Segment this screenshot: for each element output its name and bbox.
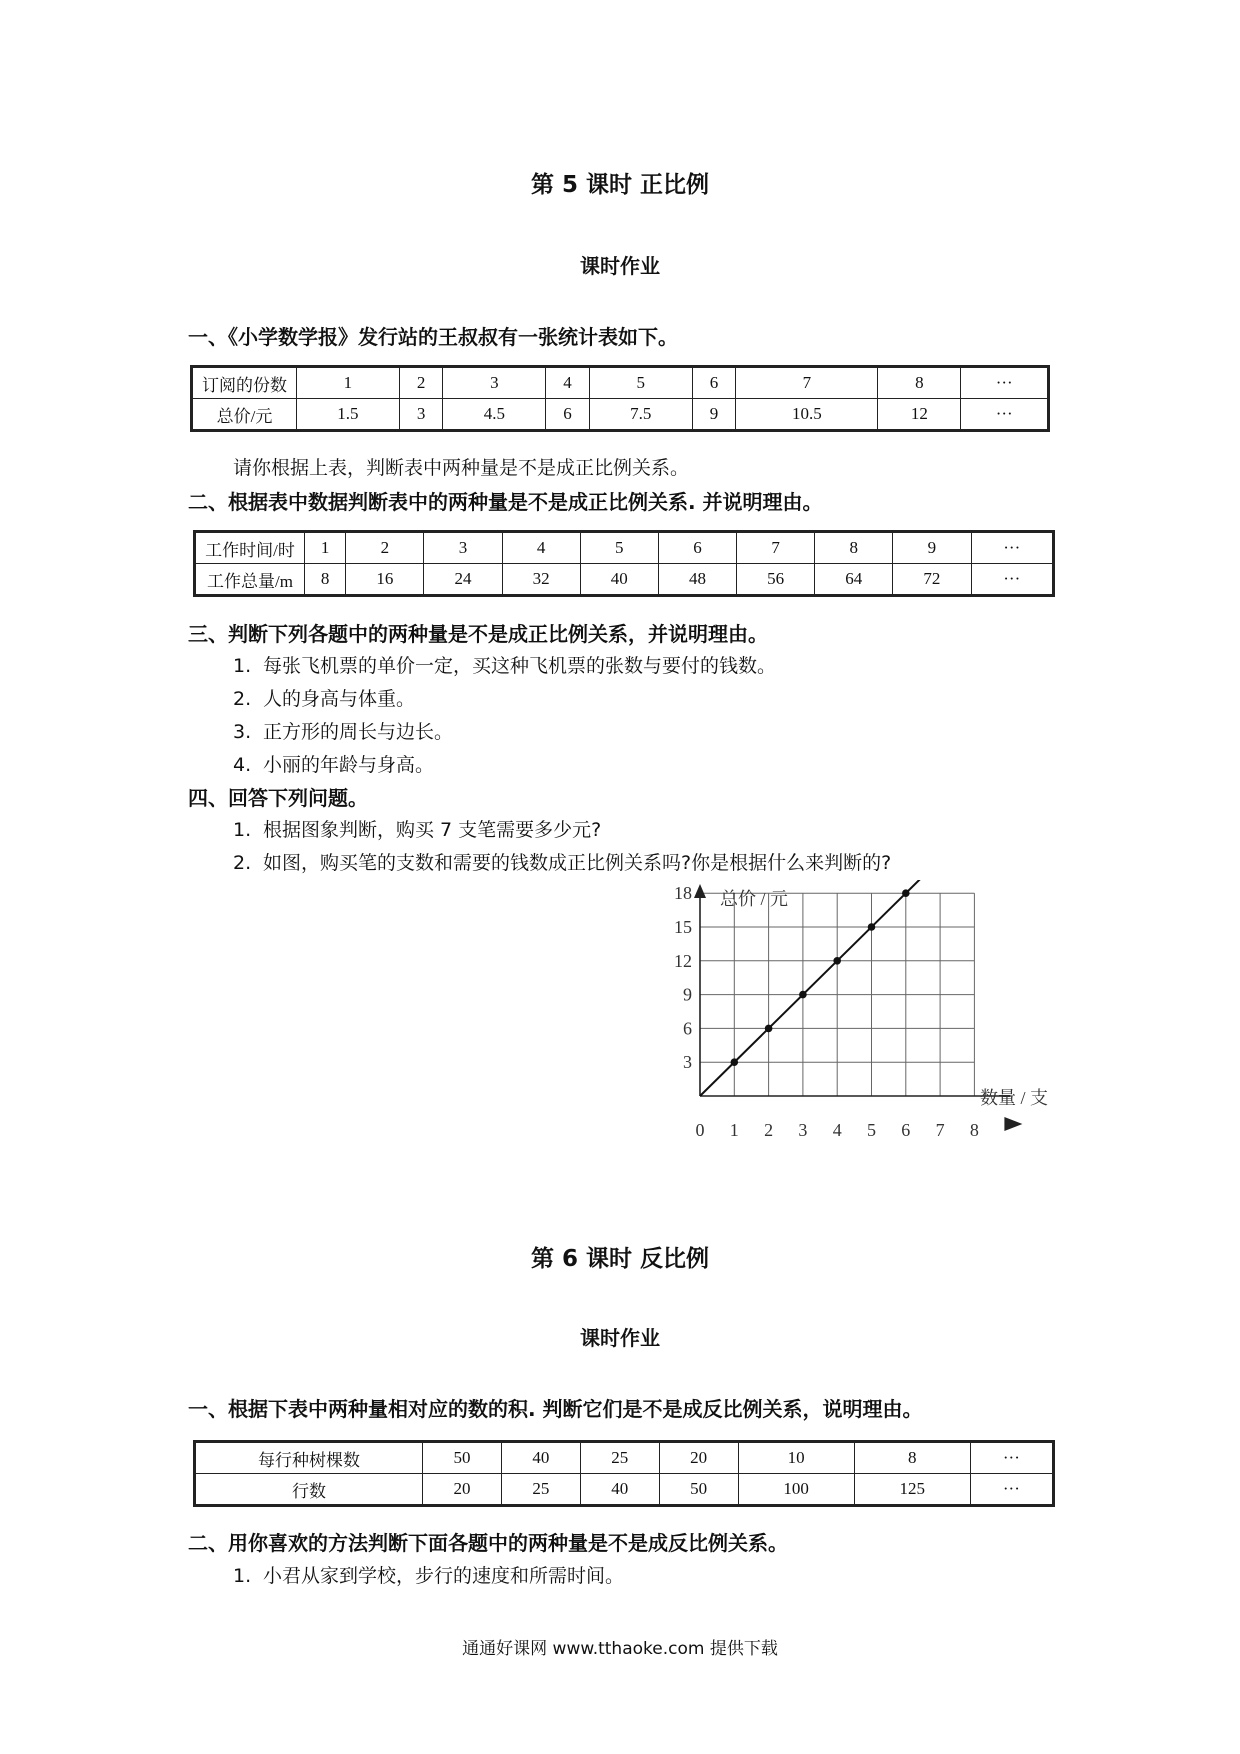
table-cell: 12 [878, 399, 961, 431]
list-item [233, 1561, 624, 1588]
table-row [195, 1442, 1054, 1474]
item-text: 每张飞机票的单价一定，买这种飞机票的张数与要付的钱数。 [263, 655, 777, 677]
table-cell: 8 [815, 532, 893, 564]
table-cell: 5 [580, 532, 658, 564]
item-text: 如图，购买笔的支数和需要的钱数成正比例关系吗?你是根据什么来判断的? [263, 852, 892, 874]
item-text: 正方形的周长与边长。 [263, 721, 454, 743]
table-cell: 125 [854, 1474, 970, 1506]
y-tick-label: 18 [674, 883, 692, 904]
table-cell: 20 [423, 1474, 502, 1506]
x-tick-label: 0 [695, 1120, 705, 1140]
table-cell: ··· [970, 1474, 1053, 1506]
y-axis-label: 总价 / 元 [720, 889, 789, 909]
table-cell: 25 [501, 1474, 580, 1506]
table-row [195, 532, 1054, 564]
l5-q4-heading: 四、回答下列问题。 [188, 786, 368, 810]
table-cell: 7 [737, 532, 815, 564]
x-tick-label: 6 [901, 1120, 911, 1140]
x-tick-label: 2 [764, 1120, 774, 1140]
table-cell: 1 [305, 532, 346, 564]
table-cell: 24 [424, 564, 502, 596]
table-cell: 8 [305, 564, 346, 596]
table-cell: ··· [971, 532, 1054, 564]
item-number: 1. [233, 1565, 252, 1587]
data-point [833, 957, 841, 965]
l5-q1-heading: 一、《小学数学报》发行站的王叔叔有一张统计表如下。 [188, 325, 678, 349]
table-cell: 4 [546, 367, 590, 399]
item-number: 1. [233, 819, 252, 841]
chart-axes [694, 884, 1022, 1131]
l5-q1-table [190, 365, 1050, 432]
table-cell: 4.5 [443, 399, 546, 431]
data-point [799, 991, 807, 999]
table-cell: 40 [501, 1442, 580, 1474]
l5-q2-heading: 二、根据表中数据判断表中的两种量是不是成正比例关系. 并说明理由。 [188, 490, 823, 514]
x-axis-arrow [1004, 1117, 1022, 1131]
table-row [195, 564, 1054, 596]
table-cell: 3 [424, 532, 502, 564]
item-number: 4. [233, 754, 252, 776]
y-tick-label: 6 [683, 1018, 692, 1039]
table-row [192, 399, 1049, 431]
table-cell: 1.5 [297, 399, 400, 431]
l5-q3-heading: 三、判断下列各题中的两种量是不是成正比例关系，并说明理由。 [188, 622, 768, 646]
data-point [868, 923, 876, 931]
data-point [731, 1058, 739, 1066]
data-point [765, 1025, 773, 1033]
table-row [192, 367, 1049, 399]
table-cell: 总价/元 [192, 399, 297, 431]
item-number: 2. [233, 688, 252, 710]
y-tick-label: 12 [674, 950, 692, 971]
table-cell: 40 [580, 1474, 659, 1506]
x-tick-label: 7 [935, 1120, 945, 1140]
l5-q1-prompt: 请你根据上表，判断表中两种量是不是成正比例关系。 [233, 457, 690, 479]
table-cell: 10.5 [736, 399, 878, 431]
y-axis-arrow [694, 884, 706, 898]
table-cell: 工作时间/时 [195, 532, 305, 564]
table-cell: 6 [658, 532, 736, 564]
table-cell: 3 [399, 399, 443, 431]
l6-q1-table [193, 1440, 1055, 1507]
table-cell: 9 [692, 399, 736, 431]
x-axis-label: 数量 / 支 [980, 1088, 1049, 1108]
table-cell: 2 [399, 367, 443, 399]
chart-grid [700, 893, 974, 1096]
list-item [233, 815, 601, 842]
item-number: 3. [233, 721, 252, 743]
table-cell: 50 [659, 1474, 738, 1506]
l6-q2-heading: 二、用你喜欢的方法判断下面各题中的两种量是不是成反比例关系。 [188, 1531, 788, 1555]
table-cell: 8 [854, 1442, 970, 1474]
table-cell: 行数 [195, 1474, 423, 1506]
table-cell: 64 [815, 564, 893, 596]
table-cell: 8 [878, 367, 961, 399]
table-cell: 100 [738, 1474, 854, 1506]
table-cell: 7.5 [589, 399, 692, 431]
item-number: 1. [233, 655, 252, 677]
x-tick-label: 3 [798, 1120, 808, 1140]
table-cell: 32 [502, 564, 580, 596]
lesson5-title: 第 5 课时 正比例 [530, 172, 710, 198]
list-item [233, 684, 415, 711]
price-quantity-chart [640, 880, 1080, 1170]
table-cell: ··· [970, 1442, 1053, 1474]
table-cell: ··· [971, 564, 1054, 596]
y-tick-label: 3 [683, 1052, 692, 1073]
lesson6-title: 第 6 课时 反比例 [530, 1246, 710, 1272]
lesson6-subtitle: 课时作业 [580, 1326, 660, 1350]
table-cell: 50 [423, 1442, 502, 1474]
item-number: 2. [233, 852, 252, 874]
table-cell: 3 [443, 367, 546, 399]
table-cell: 56 [737, 564, 815, 596]
y-tick-label: 15 [674, 917, 692, 937]
x-tick-label: 8 [969, 1120, 979, 1140]
chart-ticks [674, 883, 979, 1140]
list-item [233, 717, 453, 744]
table-cell: 每行种树棵数 [195, 1442, 423, 1474]
l5-q2-table [193, 530, 1055, 597]
table-cell: 订阅的份数 [192, 367, 297, 399]
table-cell: 1 [297, 367, 400, 399]
item-text: 小丽的年龄与身高。 [263, 754, 435, 776]
list-item [233, 651, 776, 678]
x-tick-label: 1 [729, 1120, 739, 1140]
x-tick-label: 5 [867, 1120, 876, 1140]
table-cell: 20 [659, 1442, 738, 1474]
lesson5-subtitle: 课时作业 [580, 254, 660, 278]
y-tick-label: 9 [683, 984, 692, 1005]
table-cell: 10 [738, 1442, 854, 1474]
table-cell: 工作总量/m [195, 564, 305, 596]
table-cell: 25 [580, 1442, 659, 1474]
table-cell: 48 [658, 564, 736, 596]
x-tick-label: 4 [832, 1120, 842, 1140]
item-text: 根据图象判断，购买 7 支笔需要多少元? [263, 819, 602, 841]
table-cell: 4 [502, 532, 580, 564]
table-cell: 5 [589, 367, 692, 399]
item-text: 小君从家到学校，步行的速度和所需时间。 [263, 1565, 625, 1587]
item-text: 人的身高与体重。 [263, 688, 416, 710]
table-cell: 9 [893, 532, 971, 564]
table-cell: 72 [893, 564, 971, 596]
table-cell: ··· [961, 367, 1049, 399]
l6-q1-heading: 一、根据下表中两种量相对应的数的积. 判断它们是不是成反比例关系，说明理由。 [188, 1397, 923, 1421]
table-cell: 6 [692, 367, 736, 399]
table-cell: 6 [546, 399, 590, 431]
table-cell: 2 [346, 532, 424, 564]
table-row [195, 1474, 1054, 1506]
table-cell: 7 [736, 367, 878, 399]
footer: 通通好课网 www.tthaoke.com 提供下载 [462, 1639, 778, 1659]
data-point [902, 889, 910, 897]
table-cell: ··· [961, 399, 1049, 431]
table-cell: 40 [580, 564, 658, 596]
table-cell: 16 [346, 564, 424, 596]
list-item [233, 750, 434, 777]
list-item [233, 848, 891, 875]
